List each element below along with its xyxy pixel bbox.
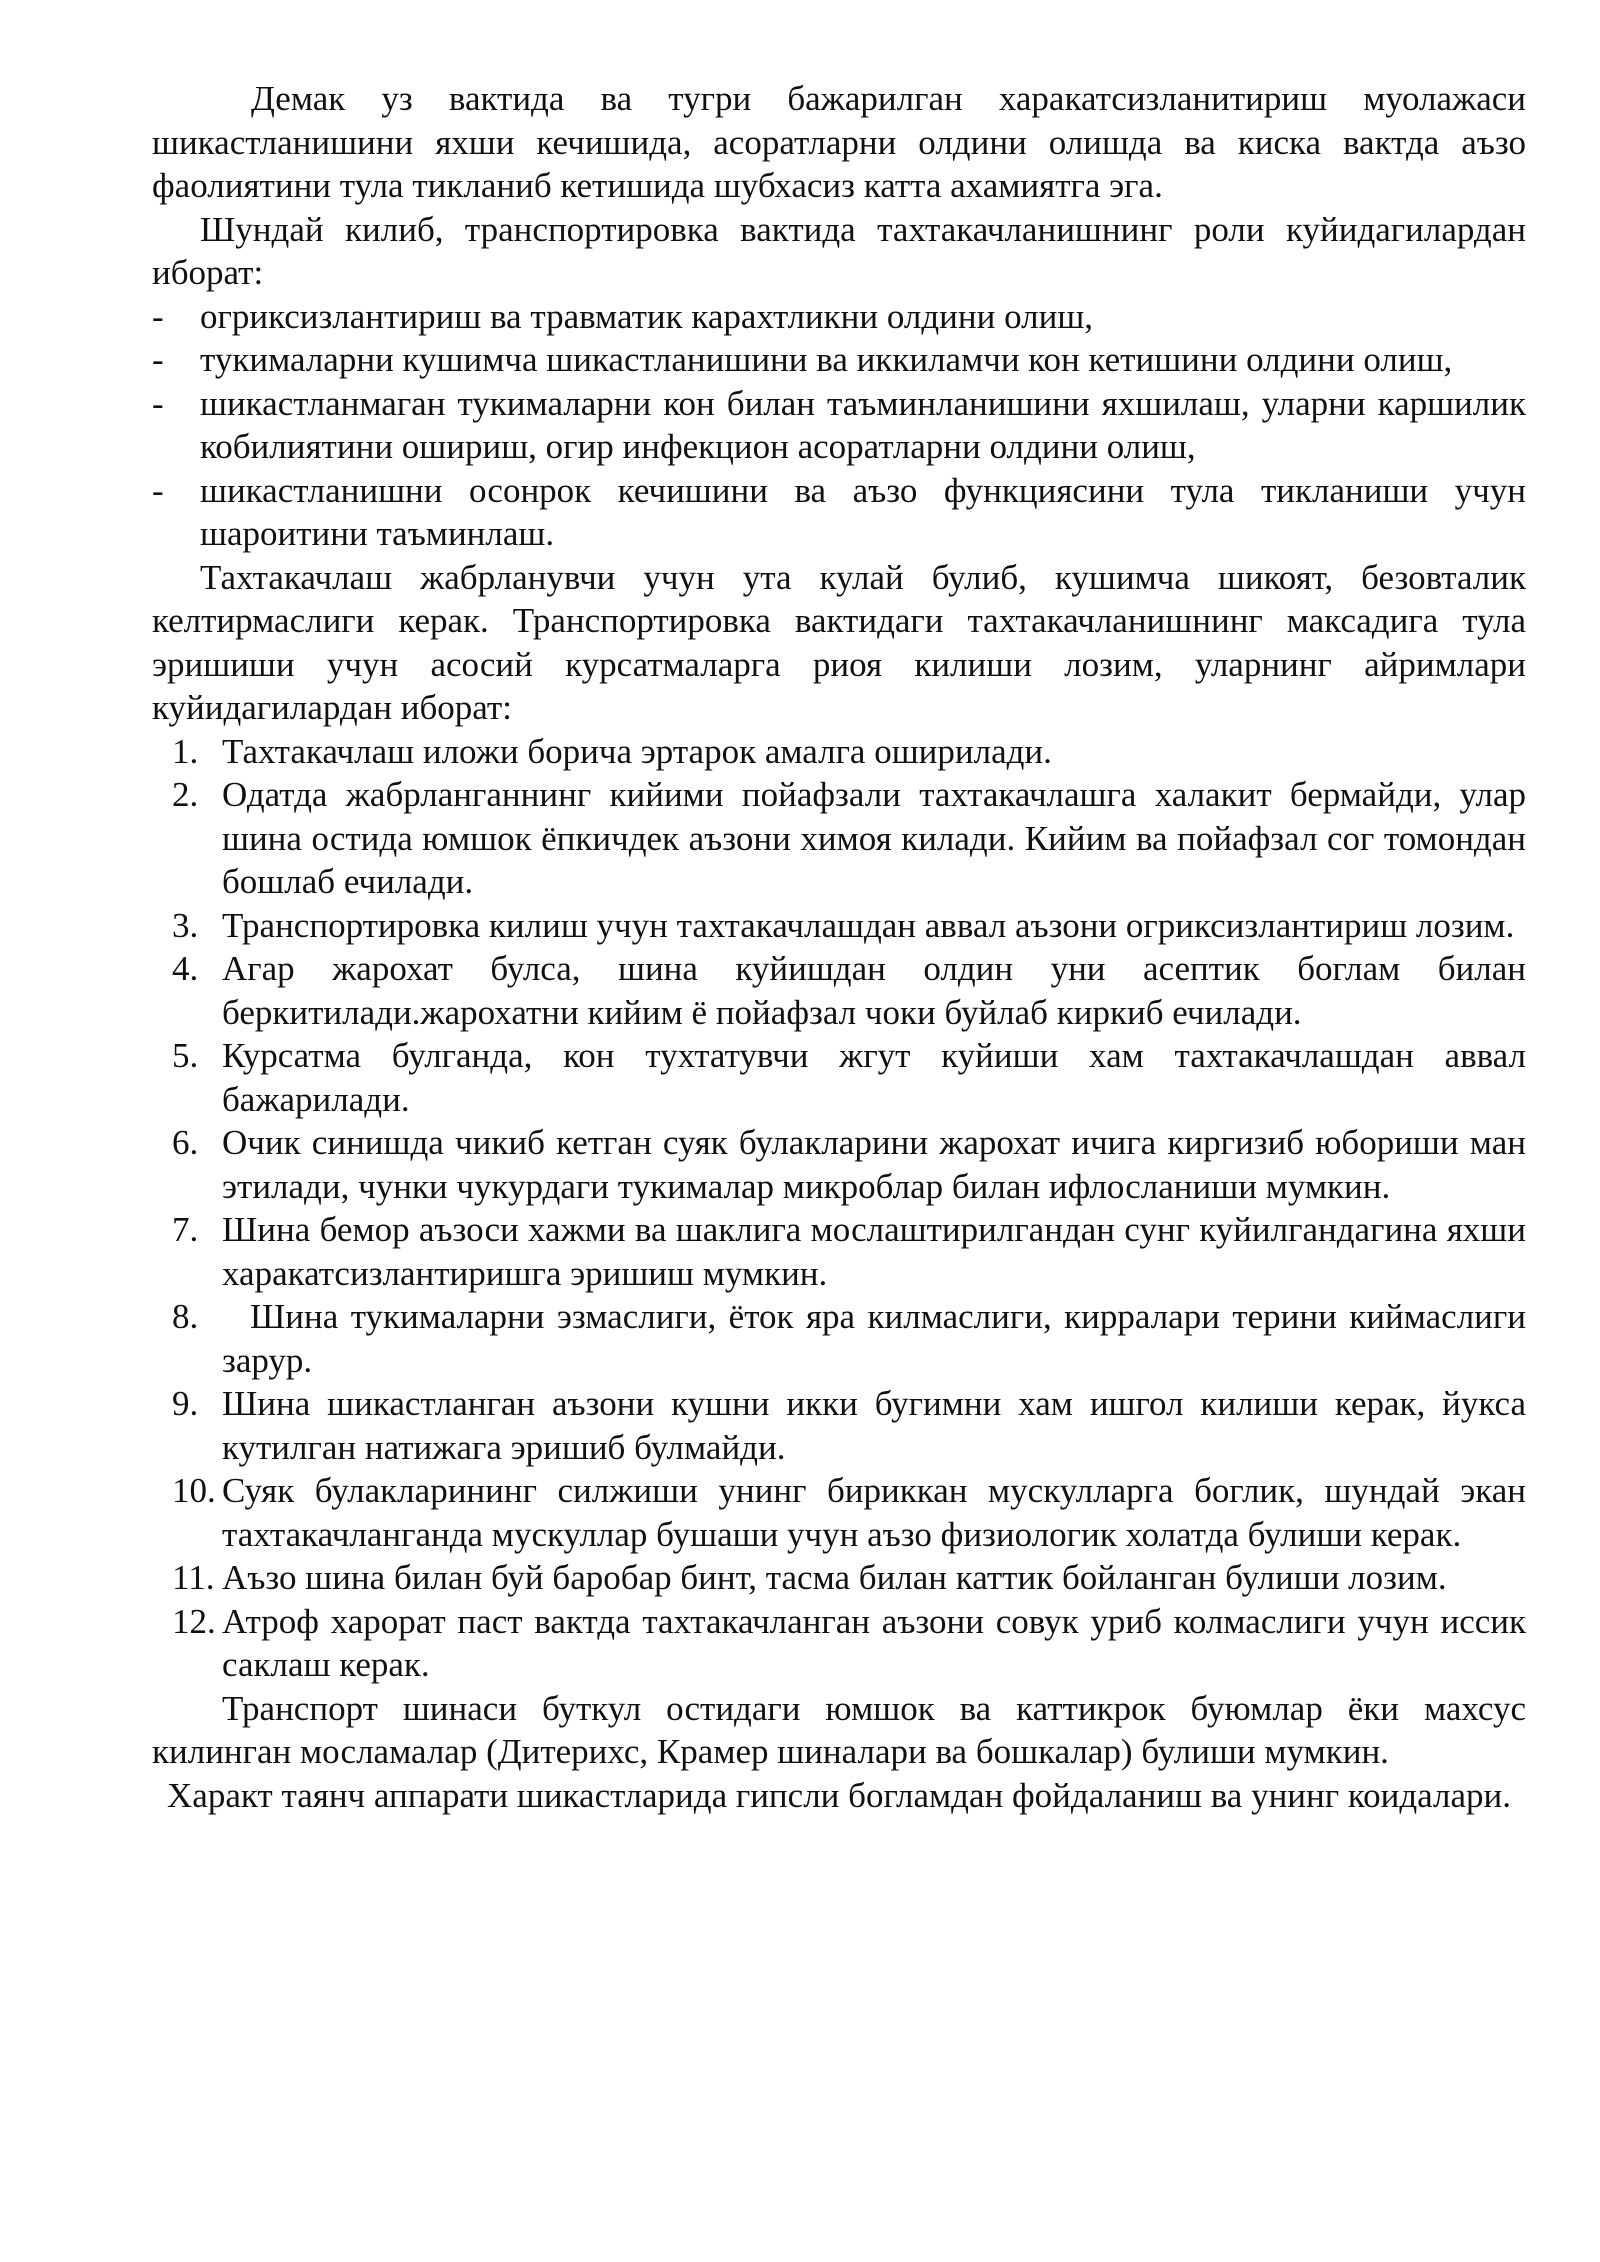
list-item [152,1034,1526,1121]
list-item-number: 11. [172,1558,215,1597]
section-heading: Характ таянч аппарати шикастларида гипсли богламдан фойдаланиш ва унинг коидалари. [167,1775,1511,1815]
list-item [152,469,1526,556]
list-item-number: 7. [172,1210,199,1249]
list-item-text: Суяк булакларининг силжиши унинг бириккан мускулларга боглик, шундай экан тахтакачланганда мускуллар бушаши учун аъзо физиологик холатда булиши керак. [222,1471,1526,1554]
list-item-text: Одатда жабрланганнинг кийими пойафзали тахтакачлашга халакит бермайди, улар шина остида юмшок ёпкичдек аъзони химоя килади. Кийим ва пойафзал сог томондан бошлаб ечилади. [222,775,1526,901]
dash-marker: - [152,470,164,510]
list-item-text: огриксизлантириш ва травматик карахтликни олдини олиш, [200,296,1094,336]
role-intro-paragraph: Шундай килиб, транспортировка вактида тахтакачланишнинг роли куйидагилардан иборат: [152,209,1526,292]
list-item [152,1556,1526,1600]
transport-paragraph: Транспорт шинаси буткул остидаги юмшок ва каттикрок буюмлар ёки махсус килинган мосламалар (Дитерихс, Крамер шиналари ва бошкалар) булиши мумкин. [152,1688,1526,1771]
list-item-number: 5. [172,1036,199,1075]
list-item-text: шикастланишни осонрок кечишини ва аъзо функциясини тула тикланиши учун шароитини таъминлаш. [200,470,1526,553]
list-item-text: Шина шикастланган аъзони кушни икки бугимни хам ишгол килиши керак, йукса кутилган натижага эришиб булмайди. [222,1384,1526,1467]
list-item-number: 10. [172,1471,216,1510]
list-item [152,338,1526,382]
list-item [152,904,1526,948]
list-item-text: шикастланмаган тукималарни кон билан таъминланишини яхшилаш, уларни каршилик кобилиятини ошириш, огир инфекцион асоратларни олдини олиш, [200,383,1526,466]
list-item-text: Агар жарохат булса, шина куйишдан олдин уни асептик боглам билан беркитилади.жарохатни кийим ё пойафзал чоки буйлаб киркиб ечилади. [222,949,1526,1032]
intro-paragraph: Демак уз вактида ва тугри бажарилган харакатсизланитириш муолажаси шикастланишини яхши кечишида, асоратларни олдини олишда ва киска вактда аъзо фаолиятини тула тикланиб кетишида шубхасиз катта ахамиятга эга. [152,79,1526,205]
list-item-text: Аъзо шина билан буй баробар бинт, тасма билан каттик бойланган булиши лозим. [222,1558,1447,1597]
list-item-text: Шина бемор аъзоси хажми ва шаклига мослаштирилгандан сунг куйилгандагина яхши харакатсизлантиришга эришиш мумкин. [222,1210,1526,1293]
list-item [152,1295,1526,1382]
dash-marker: - [152,383,164,423]
list-item [152,1121,1526,1208]
list-item [152,1208,1526,1295]
list-item [152,295,1526,339]
dash-marker: - [152,296,164,336]
list-item-number: 8. [172,1297,199,1336]
list-item-text: Шина тукималарни эзмаслиги, ёток яра килмаслиги, кирралари терини киймаслиги зарур. [222,1297,1526,1380]
list-item [152,382,1526,469]
list-item [152,947,1526,1034]
list-item-text: Атроф харорат паст вактда тахтакачланган аъзони совук уриб колмаслиги учун иссик саклаш керак. [222,1601,1526,1684]
rules-intro-paragraph: Тахтакачлаш жабрланувчи учун ута кулай булиб, кушимча шикоят, безовталик келтирмаслиги керак. Транспортировка вактидаги тахтакачланишнинг максадига тула эришиши учун асосий курсатмаларга риоя килиши лозим, уларнинг айримлари куйидагилардан иборат: [152,557,1526,727]
list-item-text: тукималарни кушимча шикастланишини ва иккиламчи кон кетишини олдини олиш, [200,340,1453,379]
list-item-number: 1. [172,731,199,771]
list-item-number: 2. [172,775,199,814]
list-item [152,1600,1526,1687]
list-item-number: 9. [172,1384,199,1423]
document-body [152,77,1526,1817]
list-item-text: Очик синишда чикиб кетган суяк булакларини жарохат ичига киргизиб юбориши ман этилади, чунки чукурдаги тукималар микроблар билан ифлосланиши мумкин. [222,1123,1526,1206]
list-item [152,1469,1526,1556]
list-item-text: Транспортировка килиш учун тахтакачлашдан аввал аъзони огриксизлантириш лозим. [222,905,1515,945]
rules-list [152,730,1526,1687]
list-item-number: 4. [172,949,199,988]
list-item [152,773,1526,904]
list-item [152,1382,1526,1469]
list-item-number: 3. [172,905,199,945]
list-item-number: 6. [172,1123,199,1162]
list-item-number: 12. [172,1601,216,1641]
list-item [152,730,1526,774]
list-item-text: Курсатма булганда, кон тухтатувчи жгут куйиши хам тахтакачлашдан аввал бажарилади. [222,1036,1526,1119]
dash-marker: - [152,340,164,379]
role-list [152,295,1526,556]
list-item-text: Тахтакачлаш иложи борича эртарок амалга оширилади. [222,731,1052,771]
